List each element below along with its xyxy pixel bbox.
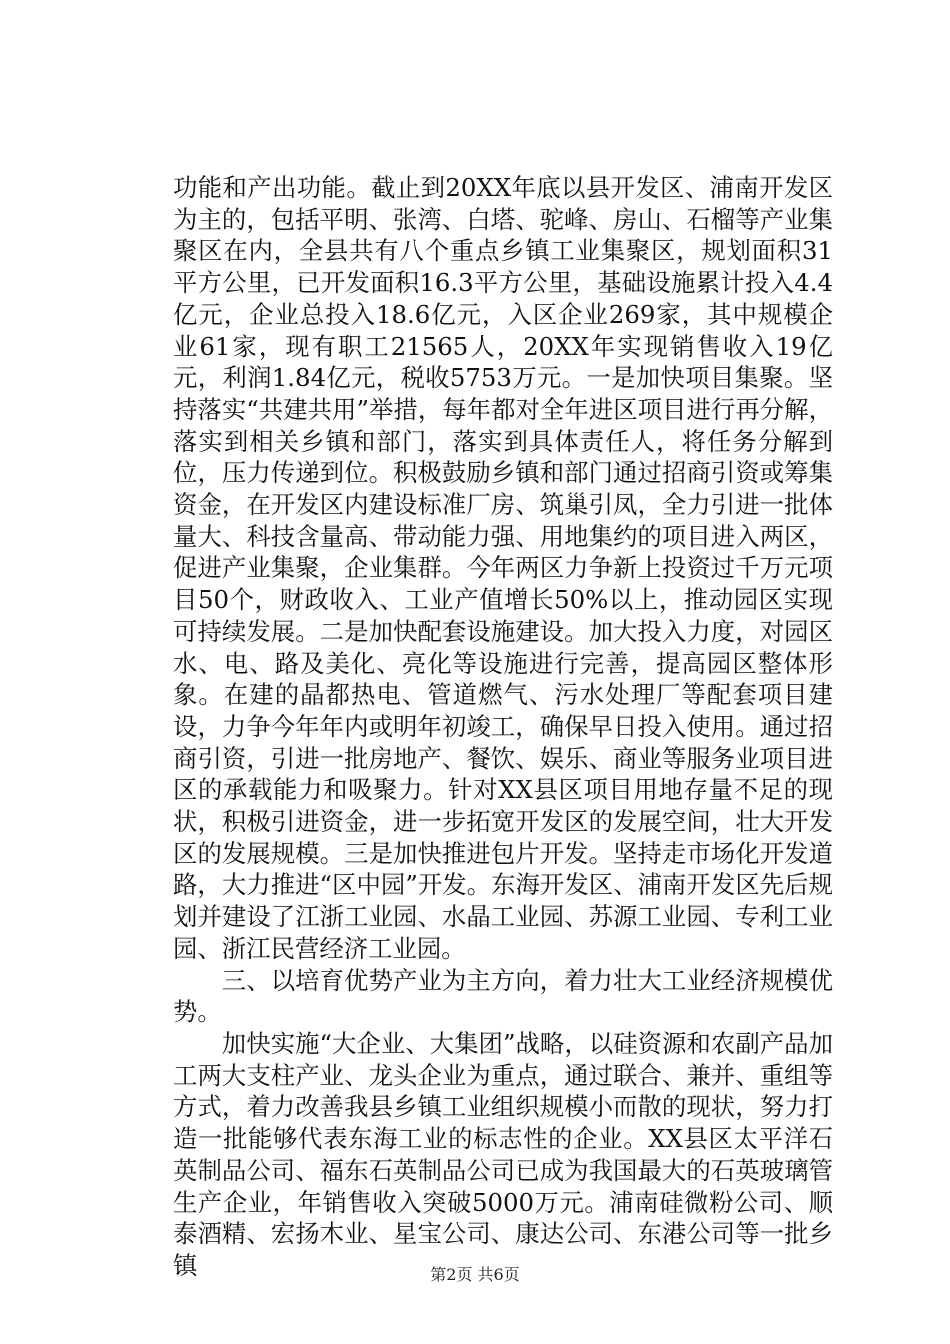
section-heading: 三、以培育优势产业为主方向，着力壮大工业经济规模优势。 — [173, 965, 833, 1027]
document-body — [173, 172, 833, 1282]
body-paragraph-1: 功能和产出功能。截止到20XX年底以县开发区、浦南开发区为主的，包括平明、张湾、白塔、驼峰、房山、石榴等产业集聚区在内，全县共有八个重点乡镇工业集聚区，规划面积31平方公里，已开发面积16.3平方公里，基础设施累计投入4.4亿元，企业总投入18.6亿元，入区企业269家，其中规模企业61家，现有职工21565人，20XX年实现销售收入19亿元，利润1.84亿元，税收5753万元。一是加快项目集聚。坚持落实“共建共用”举措，每年都对全年进区项目进行再分解，落实到相关乡镇和部门，落实到具体责任人，将任务分解到位，压力传递到位。积极鼓励乡镇和部门通过招商引资或筹集资金，在开发区内建设标准厂房、筑巢引凤，全力引进一批体量大、科技含量高、带动能力强、用地集约的项目进入两区，促进产业集聚，企业集群。今年两区力争新上投资过千万元项目50个，财政收入、工业产值增长50%以上，推动园区实现可持续发展。二是加快配套设施建设。加大投入力度，对园区水、电、路及美化、亮化等设施进行完善，提高园区整体形象。在建的晶都热电、管道燃气、污水处理厂等配套项目建设，力争今年年内或明年初竣工，确保早日投入使用。通过招商引资，引进一批房地产、餐饮、娱乐、商业等服务业项目进区的承载能力和吸聚力。针对XX县区项目用地存量不足的现状，积极引进资金，进一步拓宽开发区的发展空间，壮大开发区的发展规模。三是加快推进包片开发。坚持走市场化开发道路，大力推进“区中园”开发。东海开发区、浦南开发区先后规划并建设了江浙工业园、水晶工业园、苏源工业园、专利工业园、浙江民营经济工业园。 — [173, 173, 833, 963]
page-number-footer: 第2页 共6页 — [430, 1265, 520, 1284]
body-paragraph-2: 加快实施“大企业、大集团”战略，以硅资源和农副产品加工两大支柱产业、龙头企业为重点，通过联合、兼并、重组等方式，着力改善我县乡镇工业组织规模小而散的现状，努力打造一批能够代表东海工业的标志性的企业。XX县区太平洋石英制品公司、福东石英制品公司已成为我国最大的石英玻璃管生产企业，年销售收入突破5000万元。浦南硅微粉公司、顺泰酒精、宏扬木业、星宝公司、康达公司、东港公司等一批乡镇 — [173, 1028, 833, 1280]
